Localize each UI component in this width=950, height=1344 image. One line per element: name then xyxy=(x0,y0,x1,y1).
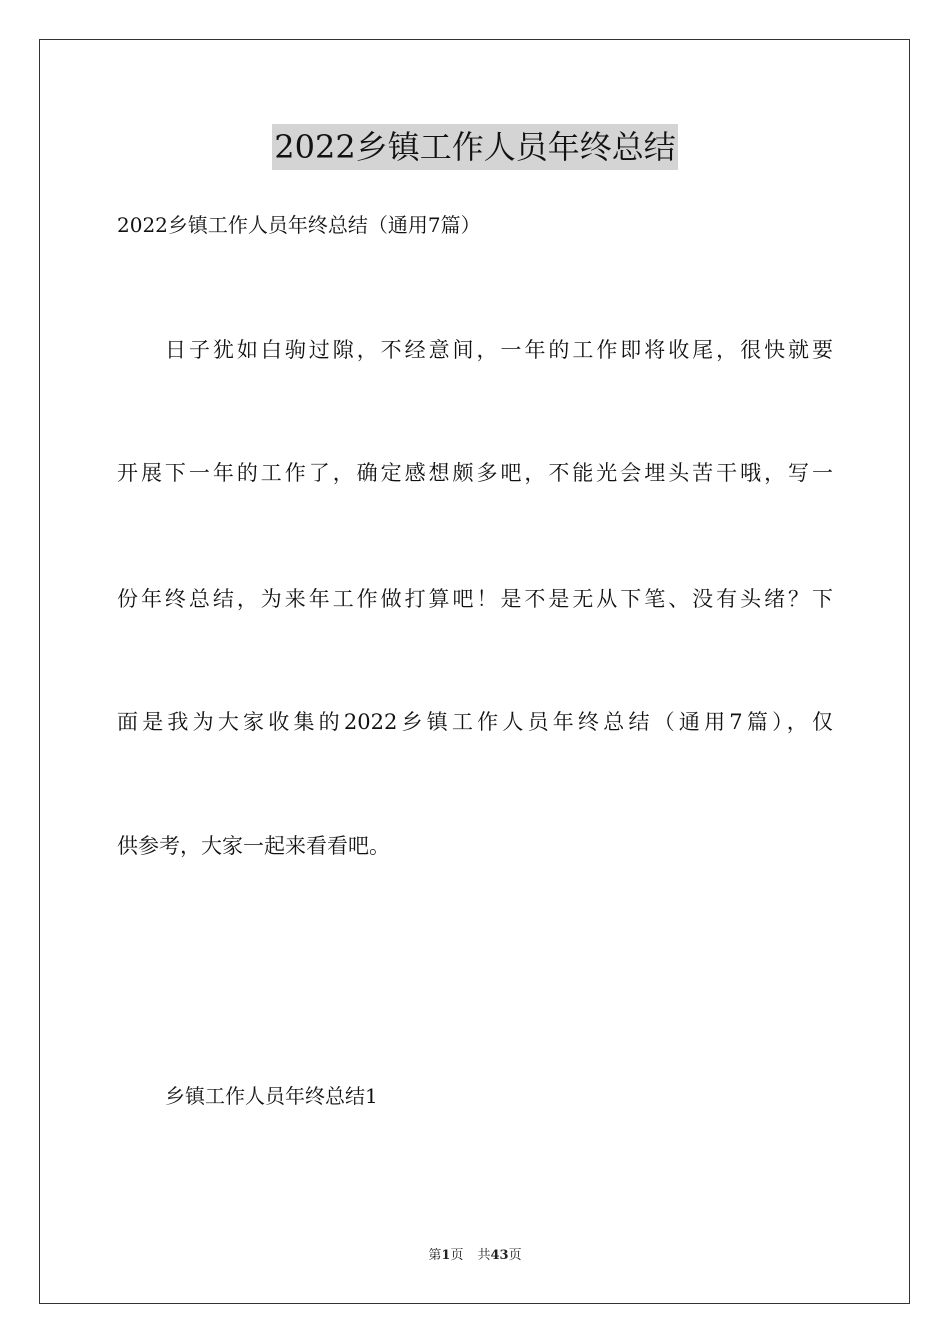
intro-paragraph-line: 供参考，大家一起来看看吧。 xyxy=(117,834,390,858)
document-title: 2022乡镇工作人员年终总结 xyxy=(272,124,677,170)
intro-paragraph-line: 面是我为大家收集的2022乡镇工作人员年终总结（通用7篇），仅 xyxy=(117,710,833,734)
total-pages: 43 xyxy=(490,1248,509,1263)
intro-paragraph-line: 份年终总结，为来年工作做打算吧！是不是无从下笔、没有头绪？下 xyxy=(117,587,833,611)
page-number: 1 xyxy=(441,1248,451,1263)
title-container xyxy=(0,124,950,170)
total-prefix: 共 xyxy=(477,1248,491,1263)
intro-paragraph-line: 开展下一年的工作了，确定感想颇多吧，不能光会埋头苦干哦，写一 xyxy=(117,461,833,485)
total-suffix: 页 xyxy=(508,1248,522,1263)
intro-paragraph-line: 日子犹如白驹过隙，不经意间，一年的工作即将收尾，很快就要 xyxy=(165,338,833,362)
page-prefix: 第 xyxy=(428,1248,442,1263)
section-heading: 乡镇工作人员年终总结1 xyxy=(165,1084,378,1108)
document-subtitle: 2022乡镇工作人员年终总结（通用7篇） xyxy=(117,213,481,237)
page-footer xyxy=(0,1247,950,1265)
page-suffix: 页 xyxy=(450,1248,464,1263)
